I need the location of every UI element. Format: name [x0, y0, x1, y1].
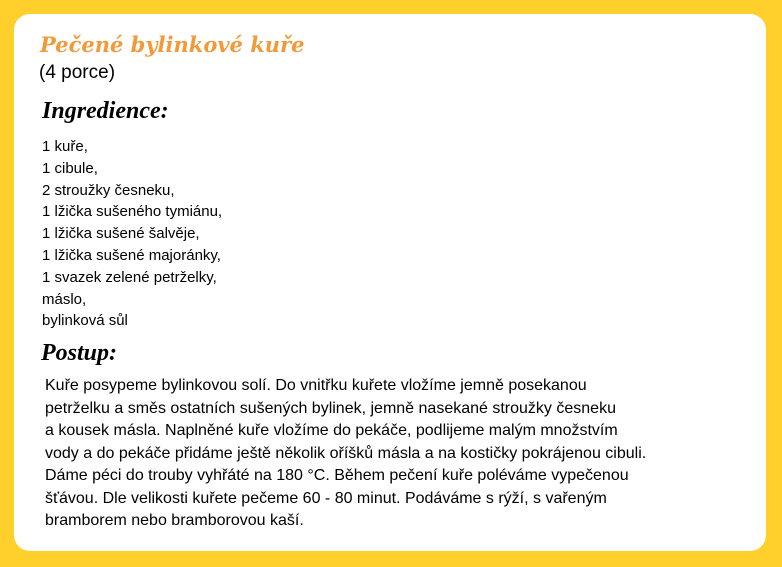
steps-line: bramborem nebo bramborovou kaší.	[45, 512, 304, 529]
steps-line: šťávou. Dle velikosti kuřete pečeme 60 - 80 minut. Podáváme s rýží, s vařeným	[45, 489, 607, 507]
recipe-title: Pečené bylinkové kuře	[40, 32, 305, 57]
ingredient-item: 1 cibule,	[42, 159, 98, 177]
steps-line: Kuře posypeme bylinkovou solí. Do vnitřku kuřete vložíme jemně posekanou	[45, 377, 587, 394]
ingredient-item: 2 stroužky česneku,	[42, 181, 175, 199]
recipe-portions: (4 porce)	[39, 62, 116, 83]
steps-line: Dáme péci do trouby vyhřáté na 180 °C. Během pečení kuře poléváme vypečenou	[45, 467, 629, 484]
ingredient-item: 1 kuře,	[42, 138, 88, 155]
steps-heading: Postup:	[41, 340, 118, 366]
ingredients-heading: Ingredience:	[42, 98, 169, 124]
steps-line: vody a do pekáče přidáme ještě několik oříšků másla a na kostičky pokrájenou cibuli.	[45, 444, 647, 462]
ingredient-item: 1 lžička sušené majoránky,	[42, 246, 221, 264]
ingredient-item: 1 svazek zelené petrželky,	[42, 268, 217, 286]
ingredient-item: 1 lžička sušené šalvěje,	[42, 225, 200, 243]
ingredient-item: máslo,	[42, 290, 87, 308]
steps-line: a kousek másla. Naplněné kuře vložíme do pekáče, podlijeme malým množstvím	[45, 422, 618, 439]
recipe-card	[14, 14, 766, 551]
steps-line: petrželku a směs ostatních sušených bylinek, jemně nasekané stroužky česneku	[45, 399, 616, 417]
steps-paragraph	[45, 375, 767, 533]
ingredients-list	[42, 136, 222, 332]
ingredient-item: bylinková sůl	[42, 312, 128, 330]
ingredient-item: 1 lžička sušeného tymiánu,	[42, 203, 223, 221]
